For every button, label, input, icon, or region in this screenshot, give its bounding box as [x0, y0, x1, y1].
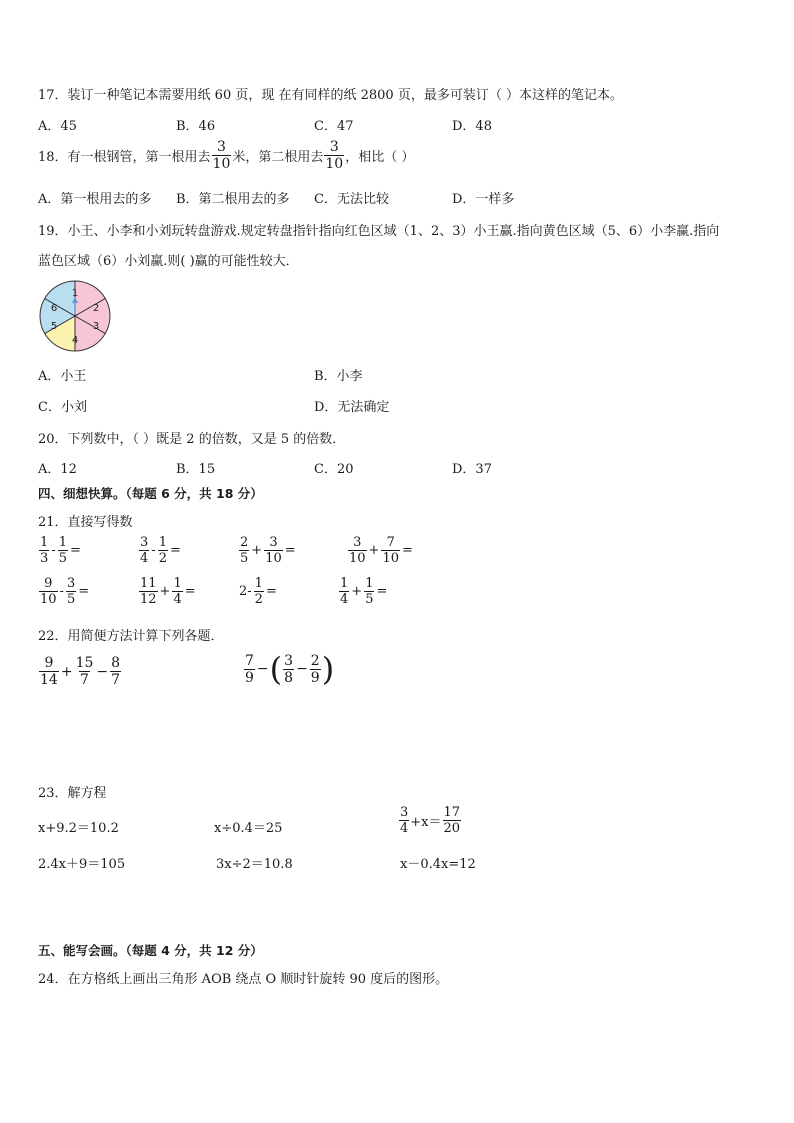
q19-option-a: A．小王: [38, 369, 87, 384]
q18-stem-part-b: 米，第二根用去: [232, 150, 324, 165]
q20-option-c: C．20: [314, 462, 354, 477]
q21-item-6: [138, 577, 197, 606]
den: 2: [254, 592, 263, 607]
num: 1: [340, 576, 349, 591]
q21-item-6-frac-a: [139, 577, 158, 606]
q21-item-2: [138, 536, 182, 565]
q21-item-5: [38, 577, 90, 606]
den: 9: [245, 669, 254, 686]
q19-stem-line-2: 蓝色区域（6）小刘赢.则( )赢的可能性较大．: [38, 254, 299, 269]
num: 1: [40, 535, 49, 550]
den: 10: [382, 551, 399, 566]
den: 10: [265, 551, 282, 566]
q21-item-5-frac-a: [39, 577, 58, 606]
num: 1: [173, 576, 182, 591]
q22-stem: 22．用简便方法计算下列各题．: [38, 629, 224, 644]
q19-option-c: C．小刘: [38, 400, 87, 415]
q23-equation-5: 3x÷2＝10.8: [216, 857, 293, 872]
wheel-label-4: 4: [71, 335, 79, 346]
q18-fraction-1-num: 3: [217, 139, 226, 155]
num: 2: [310, 652, 320, 669]
den: 2: [158, 551, 167, 566]
q18-option-a: A．第一根用去的多: [38, 192, 152, 207]
q21-item-7: [238, 577, 278, 606]
q21-item-4-frac-a: [348, 536, 367, 565]
q18-fraction-2: [324, 140, 344, 171]
den: 9: [310, 669, 320, 686]
den: 5: [66, 592, 76, 607]
right-paren: ): [321, 650, 335, 688]
q23-eq3-frac-right: [443, 806, 462, 835]
section-5-title: 五、能写会画。（每题 4 分，共 12 分）: [38, 943, 263, 958]
q21-item-2-frac-a: [139, 536, 149, 565]
den: 5: [365, 592, 374, 607]
q21-item-8-frac-a: [339, 577, 349, 606]
q21-item-5-frac-b: [66, 577, 76, 606]
den: 10: [40, 592, 57, 607]
operator: -: [59, 584, 64, 599]
operator: −: [256, 661, 269, 677]
q18-option-b: B．第二根用去的多: [176, 192, 290, 207]
q17-option-a: A．45: [38, 119, 77, 134]
q22-e1-frac-c: [110, 656, 121, 687]
q21-item-7-frac-b: [254, 577, 264, 606]
den: 5: [240, 551, 249, 566]
operator: +: [251, 543, 263, 558]
q22-e1-frac-b: [75, 656, 95, 687]
den: 5: [58, 551, 67, 566]
left-paren: (: [269, 650, 283, 688]
num: 11: [140, 576, 157, 591]
operator: −: [96, 663, 109, 680]
q23-equation-4: 2.4x＋9＝105: [38, 857, 126, 872]
q21-item-4-frac-b: [381, 536, 400, 565]
den: 12: [140, 592, 157, 607]
section-4-title: 四、细想快算。（每题 6 分，共 18 分）: [38, 486, 263, 501]
q19-option-d: D．无法确定: [314, 400, 390, 415]
q17-option-d: D．48: [452, 119, 492, 134]
wheel-label-2: 2: [92, 303, 100, 314]
operator: -: [51, 543, 56, 558]
num: 3: [400, 805, 409, 820]
equals-sign: =: [284, 543, 296, 558]
q22-expression-2: [243, 650, 335, 688]
q21-stem: 21．直接写得数: [38, 515, 133, 530]
den: 4: [140, 551, 149, 566]
q18-option-d: D．一样多: [452, 192, 515, 207]
num: 3: [66, 576, 76, 591]
equals-sign: =: [376, 584, 388, 599]
num: 7: [386, 535, 395, 550]
q21-item-8: [338, 577, 388, 606]
q21-item-8-frac-b: [364, 577, 374, 606]
den: 10: [349, 551, 366, 566]
num: 9: [44, 576, 53, 591]
den: 4: [400, 821, 409, 836]
q20-option-a: A．12: [38, 462, 77, 477]
q20-option-d: D．37: [452, 462, 492, 477]
num: 3: [284, 652, 294, 669]
equals-sign: =: [402, 543, 413, 558]
q18-stem: [38, 140, 414, 171]
q18-fraction-1: [212, 140, 232, 171]
q23-equation-1: x+9.2＝10.2: [38, 821, 119, 836]
den: 20: [443, 821, 461, 836]
operator: +: [351, 584, 363, 599]
q21-item-1-frac-b: [58, 536, 68, 565]
q23-eq3-frac-left: [399, 806, 409, 835]
q17-stem: 17．装订一种笔记本需要用纸 60 页，现 在有同样的纸 2800 页，最多可装订（ ）本这样的笔记本。: [38, 88, 623, 103]
den: 8: [284, 669, 294, 686]
num: 15: [75, 655, 94, 671]
num: 1: [58, 535, 67, 550]
wheel-label-3: 3: [92, 321, 100, 332]
q18-fraction-2-den: 10: [325, 156, 344, 172]
num: 8: [111, 655, 121, 671]
wheel-label-1: 1: [71, 288, 79, 299]
q21-item-3-frac-b: [264, 536, 283, 565]
den: 3: [40, 551, 49, 566]
q23-equation-3: [398, 806, 462, 835]
q21-item-3-frac-a: [239, 536, 249, 565]
operator: +: [159, 584, 171, 599]
q22-e2-frac-b: [283, 654, 294, 685]
wheel-label-6: 6: [50, 303, 58, 314]
q18-fraction-2-num: 3: [329, 139, 339, 155]
q23-equation-6: x－0.4x=12: [400, 857, 476, 872]
num: 3: [140, 535, 149, 550]
q17-option-c: C．47: [314, 119, 354, 134]
den: 4: [173, 592, 182, 607]
operator: +: [60, 663, 73, 680]
q21-item-6-frac-b: [172, 577, 182, 606]
q24-stem: 24．在方格纸上画出三角形 AOB 绕点 O 顺时针旋转 90 度后的图形。: [38, 972, 449, 987]
num: 7: [245, 652, 254, 669]
den: 4: [340, 592, 349, 607]
num: 3: [353, 535, 362, 550]
q22-expression-1: [38, 656, 122, 687]
q18-stem-part-a: 18．有一根钢管，第一根用去: [38, 150, 211, 165]
operator: -: [151, 543, 156, 558]
den: 14: [40, 672, 58, 688]
num: 1: [158, 535, 167, 550]
wheel-label-5: 5: [50, 321, 58, 332]
q23-equation-2: x÷0.4＝25: [214, 821, 283, 836]
equals-sign: =: [265, 584, 277, 599]
num: 1: [365, 576, 374, 591]
equals-sign: =: [69, 543, 81, 558]
num: 2: [240, 535, 249, 550]
spinner-wheel: [35, 279, 117, 353]
q18-option-c: C．无法比较: [314, 192, 389, 207]
whole-number: 2-: [239, 584, 252, 599]
q18-stem-part-c: ，相比（ ）: [345, 150, 415, 165]
num: 9: [44, 655, 54, 671]
q17-option-b: B．46: [176, 119, 216, 134]
q21-item-1: [38, 536, 82, 565]
q21-item-2-frac-b: [158, 536, 168, 565]
equals-sign: =: [169, 543, 181, 558]
q23-eq3-middle: +x＝: [410, 815, 442, 830]
q22-e1-frac-a: [39, 656, 59, 687]
operator: −: [296, 661, 308, 677]
equals-sign: =: [78, 584, 90, 599]
num: 1: [254, 576, 263, 591]
q22-e2-frac-a: [244, 654, 255, 685]
den: 7: [80, 672, 89, 688]
equals-sign: =: [184, 584, 196, 599]
q23-stem: 23．解方程: [38, 786, 107, 801]
q21-item-3: [238, 536, 297, 565]
num: 17: [443, 805, 461, 820]
q21-item-4: [347, 536, 414, 565]
q18-fraction-1-den: 10: [212, 156, 231, 172]
q20-option-b: B．15: [176, 462, 216, 477]
den: 7: [111, 672, 121, 688]
num: 3: [269, 535, 278, 550]
operator: +: [368, 543, 380, 558]
q22-e2-frac-c: [310, 654, 321, 685]
q20-stem: 20．下列数中，（ ）既是 2 的倍数，又是 5 的倍数．: [38, 432, 346, 447]
q21-item-1-frac-a: [39, 536, 49, 565]
q19-stem-line-1: 19．小王、小李和小刘玩转盘游戏.规定转盘指针指向红色区域（1、2、3）小王赢.指向黄色区域（5、6）小李赢.指向: [38, 224, 720, 239]
q19-option-b: B．小李: [314, 369, 363, 384]
